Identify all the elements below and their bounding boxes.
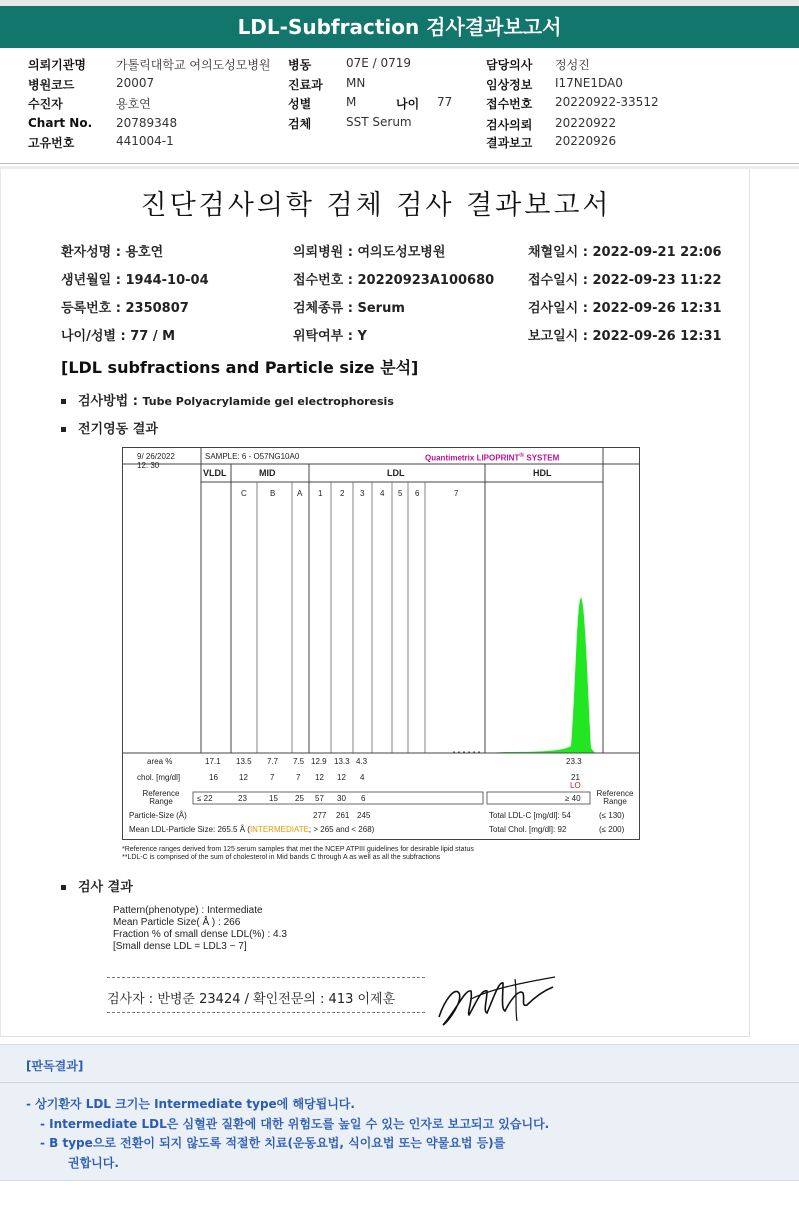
row-label-mean	[129, 825, 374, 834]
band-label: VLDL	[203, 468, 227, 478]
area-value: 23.3	[566, 757, 582, 766]
right-ref-label: Reference Range	[596, 789, 634, 806]
judgement-title: [판독결과]	[26, 1059, 84, 1073]
fill-vldl	[201, 602, 425, 753]
area-value: 4.3	[356, 757, 368, 766]
sub-band-label: 5	[398, 489, 403, 498]
total-ldl: Total LDL-C [mg/dl]: 54	[489, 811, 571, 820]
chart-brand	[425, 452, 559, 463]
info-value: SST Serum	[346, 115, 412, 129]
divider	[0, 1082, 799, 1083]
patient-field: 위탁여부 : Y	[293, 329, 367, 344]
bullet-icon	[61, 399, 66, 404]
section-title: [LDL subfractions and Particle size 분석]	[61, 358, 419, 377]
ref-value: 25	[295, 794, 304, 803]
chol-value: 21	[571, 773, 580, 782]
peak-fills	[201, 602, 425, 753]
row-label-chol: chol. [mg/dl]	[137, 773, 181, 782]
fill-band-a	[201, 602, 425, 753]
electro-label: 전기영동 결과	[78, 422, 158, 437]
patient-field: 접수일시 : 2022-09-23 11:22	[528, 273, 722, 288]
patient-field: 환자성명 : 용호연	[61, 245, 164, 260]
page-title: LDL-Subfraction 검사결과보고서	[0, 6, 799, 48]
chol-value: 7	[270, 773, 275, 782]
area-value: 17.1	[205, 757, 221, 766]
info-label: Chart No.	[28, 116, 93, 130]
ref-value: 6	[361, 794, 366, 803]
report-title: 진단검사의학 검체 검사 결과보고서	[140, 190, 612, 221]
total-chol-ref: (≤ 200)	[599, 825, 625, 834]
request-info	[0, 54, 799, 158]
chart-time: 12: 30	[137, 461, 160, 470]
total-chol: Total Chol. [mg/dl]: 92	[489, 825, 567, 834]
chol-value: 4	[360, 773, 365, 782]
ref-value: ≤ 22	[197, 794, 213, 803]
info-value: 20789348	[116, 116, 178, 130]
info-label: 의뢰기관명	[28, 58, 86, 72]
ref-value: 30	[337, 794, 346, 803]
fill-hdl	[485, 598, 595, 753]
electrophoresis-chart	[122, 447, 640, 840]
result-heading	[61, 876, 133, 895]
info-value: 용호연	[116, 97, 151, 111]
judgement-line: - Intermediate LDL은 심혈관 질환에 대한 위험도를 높일 수 있는 인자로 보고되고 있습니다.	[40, 1117, 550, 1131]
info-label: 병원코드	[28, 78, 75, 92]
result-line: Mean Particle Size( Å ) : 266	[113, 917, 241, 928]
info-value: MN	[346, 76, 366, 90]
chart-notes	[122, 846, 474, 862]
method-value: Tube Polyacrylamide gel electrophoresis	[142, 395, 394, 408]
sub-band-label: 4	[380, 489, 385, 498]
fill-ldl1	[201, 602, 425, 753]
hdl-flag: LO	[570, 781, 581, 790]
band-label: HDL	[533, 468, 552, 478]
info-label: 나이	[396, 97, 420, 111]
info-value: I17NE1DA0	[555, 76, 623, 90]
total-ldl-ref: (≤ 130)	[599, 811, 625, 820]
patient-field: 접수번호 : 20220923A100680	[293, 273, 495, 288]
area-value: 12.9	[311, 757, 327, 766]
note-line: **LDL-C is comprised of the sum of cholesterol in Mid bands C through A as well as all the subfractions	[122, 854, 441, 861]
chol-value: 12	[239, 773, 248, 782]
row-label-ref: Reference Range	[142, 789, 180, 806]
chart-date: 9/ 26/2022	[137, 452, 175, 461]
sub-band-label: 3	[360, 489, 365, 498]
mean-category: INTERMEDIATE	[249, 825, 309, 834]
dashed-rule	[107, 1012, 425, 1013]
judgement-panel	[0, 1044, 799, 1181]
info-value: 07E / 0719	[346, 56, 412, 70]
bullet-icon	[61, 885, 66, 890]
fill-band-b	[201, 602, 425, 753]
mean-range-text: ; > 265 and < 268)	[308, 825, 375, 834]
sub-band-label: 7	[454, 489, 459, 498]
method-label: 검사방법 :	[78, 394, 138, 409]
info-label: 결과보고	[486, 136, 533, 150]
info-label: 검체	[288, 117, 312, 131]
result-line: Fraction % of small dense LDL(%) : 4.3	[113, 929, 287, 940]
sub-band-label: 6	[415, 489, 420, 498]
info-value: 77	[437, 95, 453, 109]
result-label: 검사 결과	[78, 880, 133, 895]
sub-band-label: B	[270, 489, 276, 498]
fill-ldl2	[201, 602, 425, 753]
result-line: [Small dense LDL = LDL3 ~ 7]	[113, 941, 247, 952]
info-label: 병동	[288, 58, 312, 72]
tester-line: 검사자 : 반병준 23424 / 확인전문의 : 413 이제훈	[107, 992, 396, 1007]
info-label: 수진자	[28, 97, 63, 111]
info-value: 20220922	[555, 116, 617, 130]
method-line	[61, 390, 394, 409]
info-value: 정성진	[555, 58, 590, 72]
info-value: 가톨릭대학교 여의도성모병원	[116, 58, 271, 72]
chol-value: 16	[209, 773, 218, 782]
dashed-rule	[107, 977, 425, 978]
ref-value: 57	[315, 794, 324, 803]
ref-value: 15	[269, 794, 278, 803]
patient-field: 생년월일 : 1944-10-04	[61, 273, 209, 288]
judgement-line: - B type으로 전환이 되지 않도록 적절한 치료(운동요법, 식이요법 또는 약물요법 등)를	[40, 1136, 506, 1150]
patient-field: 채혈일시 : 2022-09-21 22:06	[528, 245, 722, 260]
info-label: 고유번호	[28, 136, 75, 150]
mean-size-text: Mean LDL-Particle Size: 265.5 Å (	[129, 825, 250, 834]
info-label: 진료과	[288, 78, 323, 92]
row-label-area: area %	[147, 757, 173, 766]
result-line: Pattern(phenotype) : Intermediate	[113, 905, 263, 916]
info-label: 담당의사	[486, 58, 533, 72]
note-line: *Reference ranges derived from 125 serum samples that met the NCEP ATPIII guidelines for desirable lipid status	[122, 846, 474, 853]
electro-line	[61, 418, 158, 437]
chol-value: 7	[296, 773, 301, 782]
info-label: 성별	[288, 97, 312, 111]
patient-field: 보고일시 : 2022-09-26 12:31	[528, 329, 722, 344]
patient-field: 등록번호 : 2350807	[61, 301, 189, 316]
info-value: M	[346, 95, 357, 109]
area-value: 13.3	[334, 757, 350, 766]
chart-sample: SAMPLE: 6 - O57NG10A0	[205, 452, 300, 461]
info-value: 441004-1	[116, 134, 174, 148]
sub-band-label: 2	[340, 489, 345, 498]
band-label: LDL	[387, 468, 405, 478]
ref-value: ≥ 40	[565, 794, 581, 803]
brand-system: SYSTEM	[526, 453, 560, 463]
brand-name: Quantimetrix LIPOPRINT	[425, 453, 520, 463]
info-label: 접수번호	[486, 97, 533, 111]
info-label: 검사의뢰	[486, 118, 533, 132]
fill-band-c	[201, 602, 425, 753]
patient-field: 나이/성별 : 77 / M	[61, 329, 176, 344]
sub-band-label: 1	[318, 489, 323, 498]
fill-ldl3	[201, 602, 425, 753]
chart-svg	[123, 448, 639, 839]
area-value: 13.5	[236, 757, 252, 766]
size-value: 245	[357, 811, 371, 820]
fill-ldl4	[201, 602, 425, 753]
patient-field: 의뢰병원 : 여의도성모병원	[293, 245, 446, 260]
signature-icon	[431, 969, 561, 1031]
patient-field: 검사일시 : 2022-09-26 12:31	[528, 301, 722, 316]
patient-field: 검체종류 : Serum	[293, 301, 405, 316]
size-value: 261	[336, 811, 350, 820]
chol-value: 12	[337, 773, 346, 782]
size-value: 277	[313, 811, 327, 820]
info-value: 20007	[116, 76, 155, 90]
area-value: 7.7	[267, 757, 279, 766]
row-label-size: Particle-Size (Å)	[129, 811, 187, 820]
info-value: 20220926	[555, 134, 617, 148]
sub-band-label: C	[241, 489, 247, 498]
sub-band-label: A	[297, 489, 303, 498]
ref-value: 23	[238, 794, 247, 803]
info-label: 임상정보	[486, 78, 533, 92]
sub-band-lines	[257, 482, 425, 753]
judgement-line: - 상기환자 LDL 크기는 Intermediate type에 해당됩니다.	[26, 1097, 355, 1111]
chol-value: 12	[315, 773, 324, 782]
report-image	[0, 169, 750, 1037]
divider	[0, 163, 799, 164]
info-value: 20220922-33512	[555, 95, 659, 109]
band-label: MID	[259, 468, 276, 478]
area-value: 7.5	[293, 757, 305, 766]
result-lines	[113, 905, 287, 953]
bullet-icon	[61, 427, 66, 432]
brand-reg: ®	[519, 452, 525, 459]
judgement-line: 권합니다.	[68, 1156, 119, 1170]
